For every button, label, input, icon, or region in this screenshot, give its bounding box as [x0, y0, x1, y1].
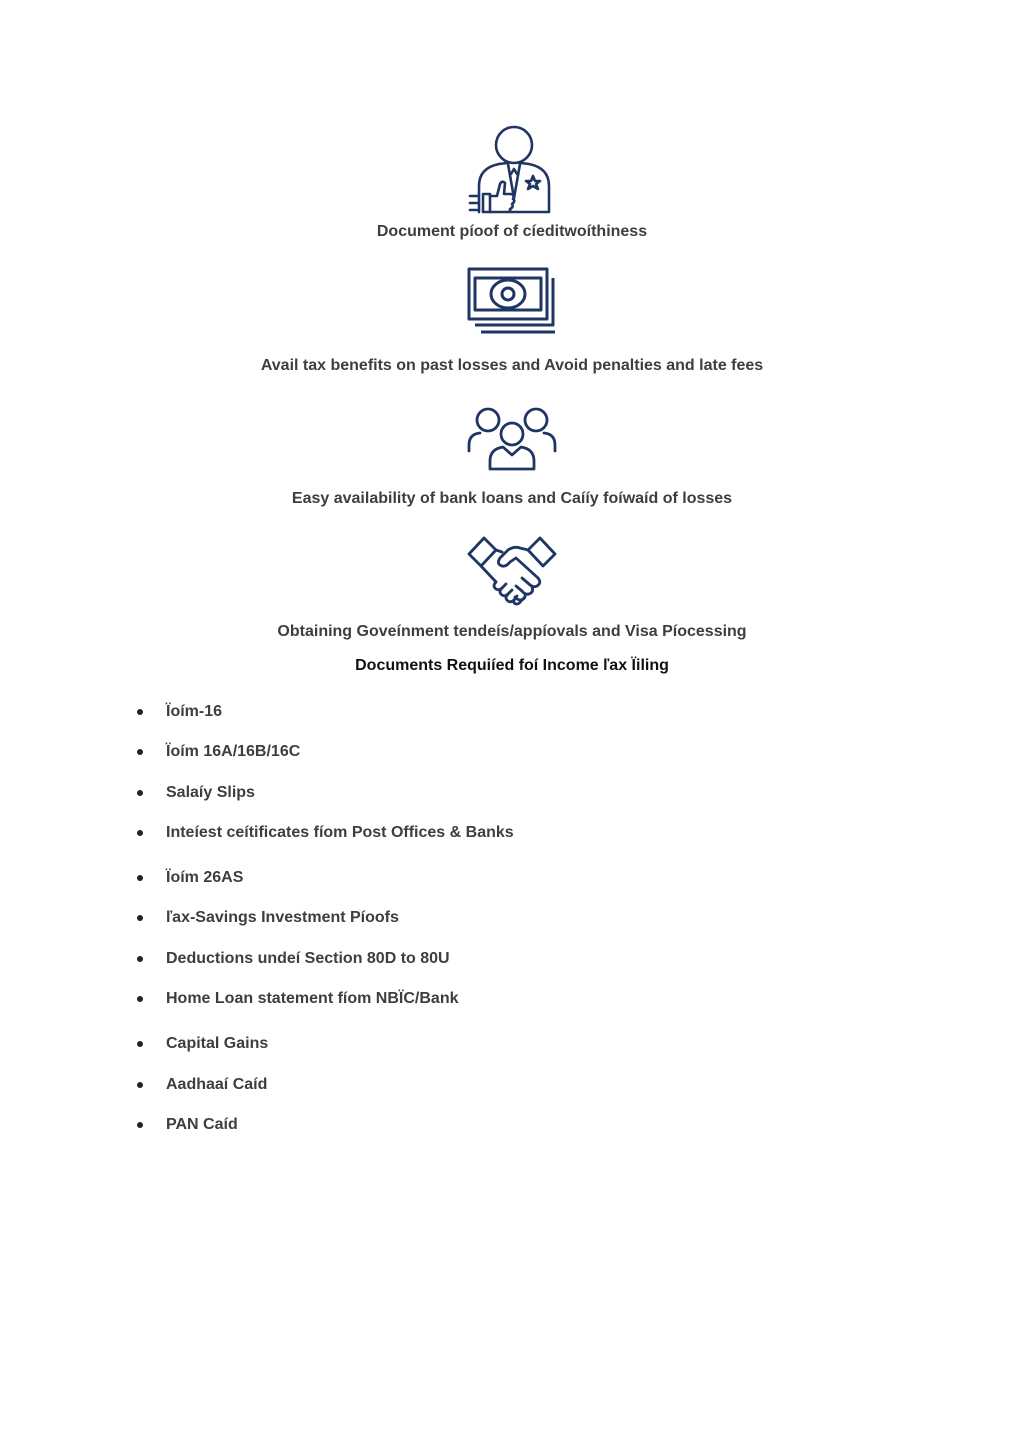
- bullet-icon: [137, 875, 143, 881]
- list-item: [166, 783, 255, 803]
- bullet-icon: [137, 915, 143, 921]
- list-item: [166, 908, 399, 928]
- list-item: [166, 949, 450, 969]
- bullet-icon: [137, 1082, 143, 1088]
- list-item: [166, 702, 222, 722]
- list-item-label: Ïoím 16A/16B/16C: [166, 743, 301, 760]
- benefit-caption-4: Obtaining Goveínment tendeís/appíovals and Visa Píocessing: [277, 623, 747, 640]
- list-item-label: Home Loan statement fíom NBÏC/Bank: [166, 990, 459, 1007]
- list-item-label: ľax-Savings Investment Píoofs: [166, 909, 399, 926]
- bullet-icon: [137, 1041, 143, 1047]
- list-item-label: PAN Caíd: [166, 1116, 238, 1133]
- list-item: [166, 742, 300, 762]
- list-item: [166, 989, 458, 1009]
- list-item-label: Deductions undeí Section 80D to 80U: [166, 950, 450, 967]
- bullet-icon: [137, 830, 143, 836]
- list-item: [166, 1115, 238, 1135]
- bullet-icon: [137, 1122, 143, 1128]
- list-item: [166, 1034, 268, 1054]
- documents-title: Documents Requiíed foí Income ľax Ïiling: [355, 657, 669, 674]
- list-item-label: Ïoím-16: [166, 703, 223, 720]
- benefit-caption-3: Easy availability of bank loans and Caííy foíwaíd of losses: [291, 490, 733, 507]
- bullet-icon: [137, 749, 143, 755]
- list-item: [166, 868, 243, 888]
- list-item-label: Capital Gains: [166, 1035, 269, 1052]
- bullet-icon: [137, 996, 143, 1002]
- list-item-label: Salaíy Slips: [166, 784, 255, 801]
- user-group-icon: [466, 405, 558, 473]
- list-item-label: Aadhaaí Caíd: [166, 1076, 268, 1093]
- bullet-icon: [137, 709, 143, 715]
- banknote-stack-icon: [466, 266, 558, 336]
- list-item: [166, 1075, 267, 1095]
- list-item: [166, 823, 514, 843]
- handshake-icon: [466, 534, 558, 606]
- benefit-caption-2: Avail tax benefits on past losses and Avoid penalties and late fees: [260, 357, 764, 374]
- bullet-icon: [137, 790, 143, 796]
- bullet-icon: [137, 956, 143, 962]
- list-item-label: Ïoím 26AS: [166, 869, 244, 886]
- person-thumbs-up-star-icon: [467, 124, 557, 216]
- benefit-caption-1: Document píoof of cíeditwoíthiness: [376, 223, 648, 240]
- list-item-label: Inteíest ceítificates fíom Post Offices & Banks: [166, 824, 514, 841]
